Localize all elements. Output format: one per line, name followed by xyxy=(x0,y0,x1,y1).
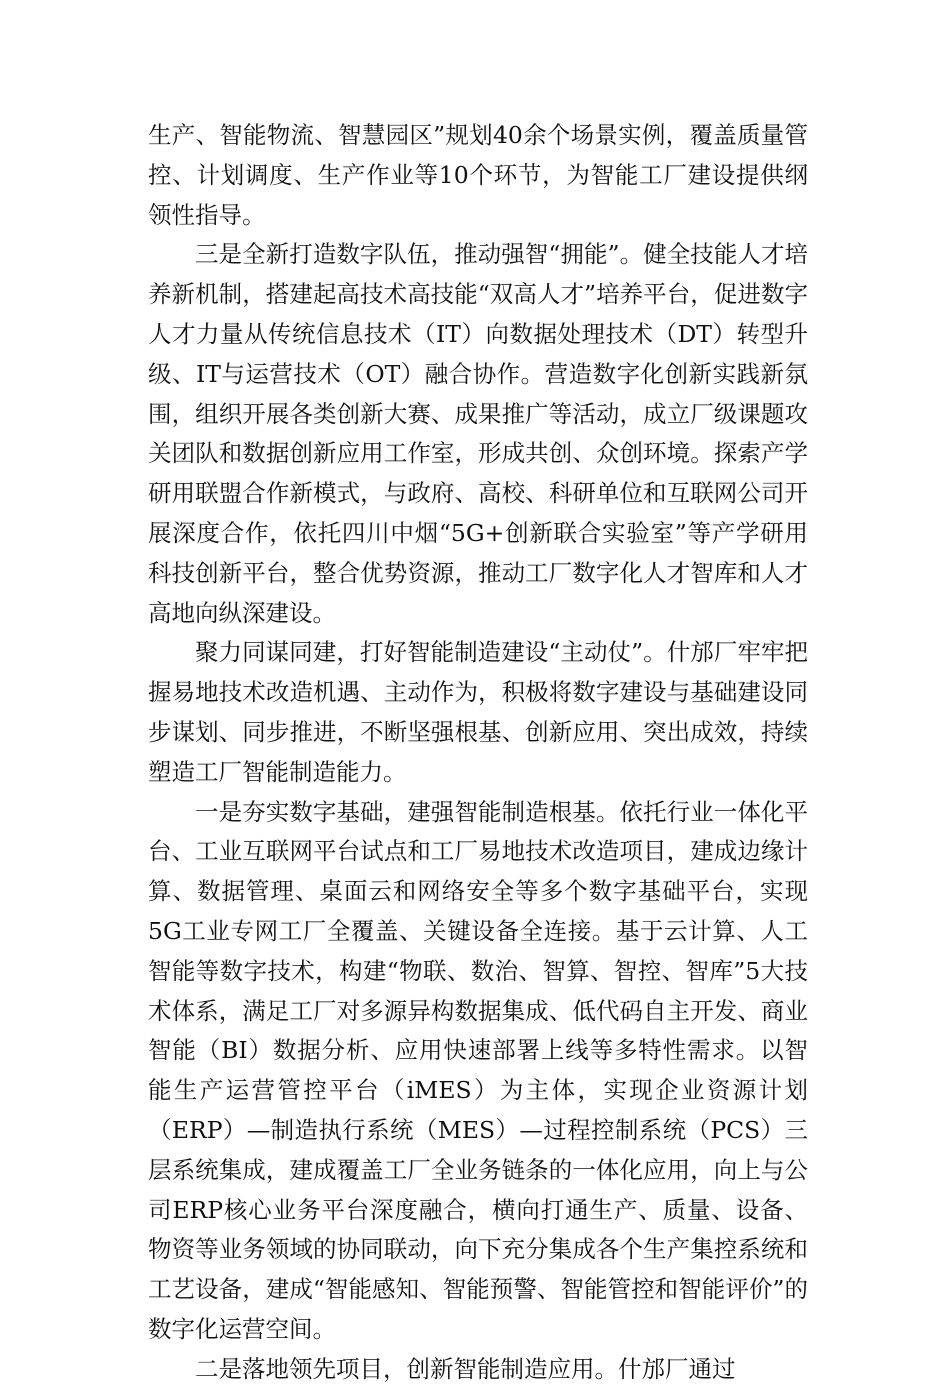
document-page xyxy=(148,116,808,1390)
paragraph-continuation: 生产、智能物流、智慧园区”规划40余个场景实例，覆盖质量管控、计划调度、生产作业等10个环节，为智能工厂建设提供纲领性指导。 xyxy=(148,121,808,229)
paragraph-digital-team: 三是全新打造数字队伍，推动强智“拥能”。健全技能人才培养新机制，搭建起高技术高技能“双高人才”培养平台，促进数字人才力量从传统信息技术（IT）向数据处理技术（DT）转型升级、IT与运营技术（OT）融合协作。营造数字化创新实践新氛围，组织开展各类创新大赛、成果推广等活动，成立厂级课题攻关团队和数据创新应用工作室，形成共创、众创环境。探索产学研用联盟合作新模式，与政府、高校、科研单位和互联网公司开展深度合作，依托四川中烟“5G+创新联合实验室”等产学研用科技创新平台，整合优势资源，推动工厂数字化人才智库和人才高地向纵深建设。 xyxy=(148,240,808,627)
paragraph-leading-projects: 二是落地领先项目，创新智能制造应用。什邡厂通过 xyxy=(195,1354,736,1383)
paragraph-digital-foundation: 一是夯实数字基础，建强智能制造根基。依托行业一体化平台、工业互联网平台试点和工厂易地技术改造项目，建成边缘计算、数据管理、桌面云和网络安全等多个数字基础平台，实现5G工业专网工厂全覆盖、关键设备全连接。基于云计算、人工智能等数字技术，构建“物联、数治、智算、智控、智库”5大技术体系，满足工厂对多源异构数据集成、低代码自主开发、商业智能（BI）数据分析、应用快速部署上线等多特性需求。以智能生产运营管控平台（iMES）为主体，实现企业资源计划（ERP）—制造执行系统（MES）—过程控制系统（PCS）三层系统集成，建成覆盖工厂全业务链条的一体化应用，向上与公司ERP核心业务平台深度融合，横向打通生产、质量、设备、物资等业务领域的协同联动，向下充分集成各个生产集控系统和工艺设备，建成“智能感知、智能预警、智能管控和智能评价”的数字化运营空间。 xyxy=(148,797,808,1343)
paragraph-joint-construction: 聚力同谋同建，打好智能制造建设“主动仗”。什邡厂牢牢把握易地技术改造机遇、主动作为，积极将数字建设与基础建设同步谋划、同步推进，不断坚强根基、创新应用、突出成效，持续塑造工厂智能制造能力。 xyxy=(148,638,808,786)
